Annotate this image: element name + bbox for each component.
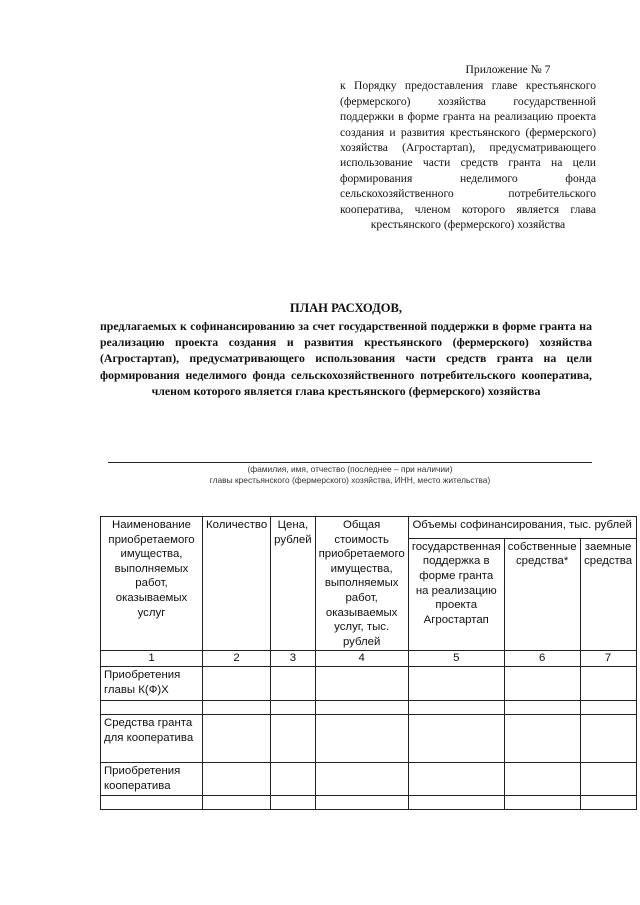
table-row [101, 715, 637, 763]
header-price: Цена, рублей [271, 517, 315, 651]
table-cell[interactable] [271, 667, 315, 701]
header-total: Общая стоимость приобретаемого имущества, выполняемых работ, оказываемых услуг, тыс. рублей [315, 517, 408, 651]
table-cell[interactable] [580, 715, 636, 763]
table-cell[interactable] [315, 715, 408, 763]
table-cell[interactable] [408, 667, 504, 701]
header-grant: государственная поддержка в форме гранта на реализацию проекта Агростартап [408, 538, 504, 651]
header-cofinancing: Объемы софинансирования, тыс. рублей [408, 517, 636, 539]
table-row [101, 667, 637, 701]
table-cell[interactable] [504, 763, 580, 795]
column-index: 2 [203, 651, 271, 667]
table-cell[interactable] [271, 701, 315, 715]
table-cell[interactable] [580, 701, 636, 715]
document-subtitle: предлагаемых к софинансированию за счет государственной поддержки в форме гранта на реализацию проекта создания и развития крестьянского (фермерского) хозяйства (Агростартап), предусматривающего использования части средств гранта на цели формирования неделимого фонда сельскохозяйственного потребительского кооператива, членом которого является глава крестьянского (фермерского) хозяйства [100, 319, 592, 398]
table-cell[interactable] [203, 715, 271, 763]
table-cell[interactable] [315, 795, 408, 809]
appendix-number: Приложение № 7 [465, 63, 551, 76]
fio-caption-line-2: главы крестьянского (фермерского) хозяйства, ИНН, место жительства) [209, 475, 491, 485]
header-name: Наименование приобретаемого имущества, выполняемых работ, оказываемых услуг [101, 517, 203, 651]
table-cell[interactable] [408, 701, 504, 715]
column-index: 3 [271, 651, 315, 667]
table-cell[interactable] [504, 795, 580, 809]
row-label: Приобретения кооператива [101, 763, 203, 795]
row-label[interactable] [101, 701, 203, 715]
table-cell[interactable] [203, 795, 271, 809]
table-row [101, 701, 637, 715]
column-index: 5 [408, 651, 504, 667]
table-cell[interactable] [580, 795, 636, 809]
fio-caption-line-1: (фамилия, имя, отчество (последнее – при наличии) [247, 464, 453, 474]
appendix-block [340, 62, 596, 232]
fio-caption [108, 464, 592, 486]
table-cell[interactable] [271, 715, 315, 763]
table-cell[interactable] [504, 701, 580, 715]
header-own-funds: собственные средства* [504, 538, 580, 651]
column-index: 6 [504, 651, 580, 667]
row-label[interactable] [101, 795, 203, 809]
table-cell[interactable] [408, 795, 504, 809]
column-index: 4 [315, 651, 408, 667]
table-cell[interactable] [504, 667, 580, 701]
table-cell[interactable] [408, 715, 504, 763]
table-cell[interactable] [580, 667, 636, 701]
table-header-row [101, 517, 637, 539]
table-index-row [101, 651, 637, 667]
table-row [101, 763, 637, 795]
table-cell[interactable] [408, 763, 504, 795]
column-index: 1 [101, 651, 203, 667]
table-cell[interactable] [315, 763, 408, 795]
table-cell[interactable] [315, 667, 408, 701]
table-cell[interactable] [203, 701, 271, 715]
table-cell[interactable] [271, 763, 315, 795]
table-cell[interactable] [203, 763, 271, 795]
expense-plan-table [100, 516, 637, 810]
table-row [101, 795, 637, 809]
table-cell[interactable] [504, 715, 580, 763]
column-index: 7 [580, 651, 636, 667]
table-cell[interactable] [315, 701, 408, 715]
table-cell[interactable] [580, 763, 636, 795]
appendix-text: к Порядку предоставления главе крестьянского (фермерского) хозяйства государственной поддержки в форме гранта на реализацию проекта создания и развития крестьянского (фермерского) хозяйства (Агростартап), предусматривающего использование части средств гранта на цели формирования неделимого фонда сельскохозяйственного потребительского кооператива, членом которого является глава крестьянского (фермерского) хозяйства [340, 79, 596, 232]
table-cell[interactable] [203, 667, 271, 701]
document-title: ПЛАН РАСХОДОВ, [289, 301, 403, 315]
header-quantity: Количество [203, 517, 271, 651]
row-label: Приобретения главы К(Ф)Х [101, 667, 203, 701]
table-cell[interactable] [271, 795, 315, 809]
header-loan-funds: заемные средства [580, 538, 636, 651]
fio-fill-line[interactable] [108, 462, 592, 463]
row-label: Средства гранта для кооператива [101, 715, 203, 763]
